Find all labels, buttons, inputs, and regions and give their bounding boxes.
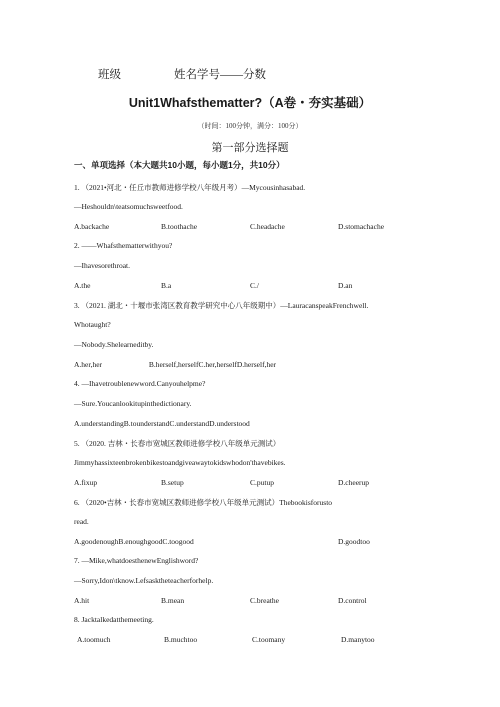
q3-line2: Whotaught? (74, 320, 111, 329)
q6-option-d: D.goodtoo (338, 537, 370, 546)
q1-option-b: B.toothache (161, 222, 198, 231)
q7-option-c: C.breathe (250, 596, 279, 605)
q5-sentence: Jimmyhassixteenbrokenbikestoandgiveawaytokidswhodon'thavebikes. (74, 458, 286, 467)
q4-stem: 4. —Ihavetroublenewword.Canyouhelpme? (74, 379, 206, 388)
q5-option-d: D.cheerup (338, 478, 370, 487)
q1-option-c: C.headache (250, 222, 285, 231)
q7-option-a: A.hit (74, 596, 90, 605)
section-title: 一、单项选择（本大题共10小题，每小题1分，共10分） (74, 160, 285, 170)
q1-option-a: A.backache (74, 222, 110, 231)
q3-stem: 3. （2021. 湖北・十堰市张湾区教育教学研究中心八年级期中）—LauracanspeakFrenchwell. (74, 301, 369, 310)
q8-option-d: D.manytoo (341, 635, 375, 644)
q3-options: A.her,her B.herself,herselfC.her,herselfD.herself,her (74, 360, 277, 369)
q7-option-b: B.mean (161, 596, 185, 605)
page-title: Unit1Whafsthematter?（A卷・夯实基础） (128, 96, 372, 110)
q1-option-d: D.stomachache (338, 222, 385, 231)
part-title: 第一部分选择题 (211, 142, 289, 154)
time-score-note: （时间：100分钟，满分：100分） (197, 122, 303, 130)
q6-stem: 6. （2020•吉林・长春市宽城区教师进修学校八年级单元测试）Thebookisforusto (74, 498, 333, 507)
q5-option-a: A.fixup (74, 478, 98, 487)
q7-reply: —Sorry,Idon\tknow.Lefsasktheteacherforhelp. (74, 576, 214, 585)
name-number-score-label: 姓名学号——分数 (174, 69, 266, 81)
q8-stem: 8. Jacktalkedatthemeeting. (74, 615, 154, 624)
q3-reply: —Nobody.Shelearneditby. (74, 340, 154, 349)
class-label: 班级 (98, 69, 121, 81)
q7-stem: 7. —Mike,whatdoesthenewEnglishword? (74, 556, 199, 565)
q8-option-a: A.toomuch (77, 635, 111, 644)
q6-options-abc: A.goodenoughB.enoughgoodC.toogood (74, 537, 194, 546)
q4-reply: —Sure.Youcanlookitupinthedictionary. (74, 399, 192, 408)
q5-option-b: B.setup (161, 478, 184, 487)
q2-option-a: A.the (74, 281, 91, 290)
q1-stem: 1. （2021•河北・任丘市教师进修学校八年级月考）—Mycousinhasabad. (74, 183, 306, 192)
q5-option-c: C.putup (250, 478, 274, 487)
q6-line2: read. (74, 517, 89, 526)
q2-option-b: B.a (161, 281, 172, 290)
q2-option-c: C./ (250, 281, 259, 290)
q2-stem: 2. ——Whafsthematterwithyou? (74, 241, 173, 250)
q4-options: A.understandingB.tounderstandC.understandD.understood (74, 419, 250, 428)
q2-reply: —Ihavesorethroat. (74, 261, 131, 270)
q7-option-d: D.control (338, 596, 367, 605)
q8-option-b: B.muchtoo (164, 635, 198, 644)
q2-option-d: D.an (338, 281, 353, 290)
q5-stem: 5. （2020. 吉林・长春市宽城区教师进修学校八年级单元测试） (74, 439, 281, 448)
q1-reply: —Heshouldn\teatsomuchsweetfood. (74, 202, 183, 211)
q8-option-c: C.toomany (252, 635, 286, 644)
